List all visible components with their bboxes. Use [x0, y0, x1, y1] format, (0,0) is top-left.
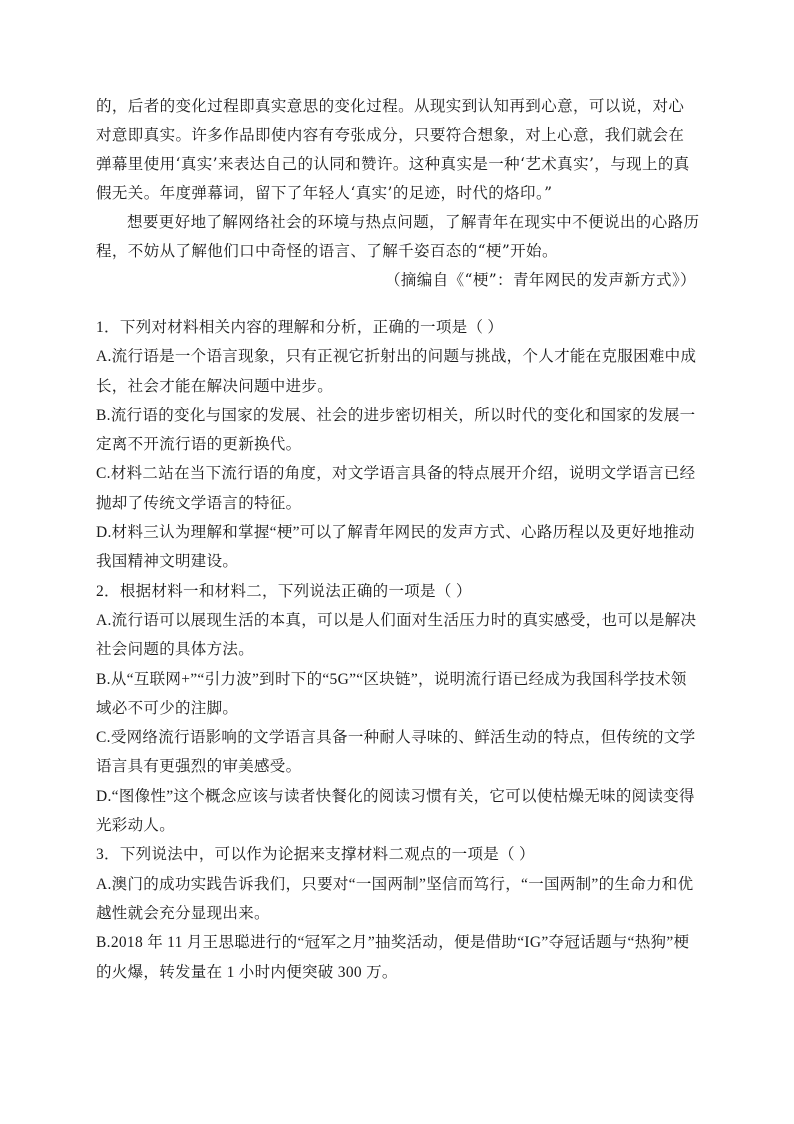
question-stem: 3．下列说法中，可以作为论据来支撑材料二观点的一项是（ ） [96, 846, 535, 864]
option-d: D.“图像性”这个概念应该与读者快餐化的阅读习惯有关，它可以使枯燥无味的阅读变得光彩动人。 [96, 787, 695, 835]
question-stem: 1．下列对材料相关内容的理解和分析，正确的一项是（ ） [96, 319, 504, 336]
passage-paragraph: 想要更好地了解网络社会的环境与热点问题，了解青年在现实中不便说出的心路历程，不妨从了解他们口中奇怪的语言、了解千姿百态的“梗”开始。 [96, 213, 700, 260]
passage-source: （摘编自《“梗”：青年网民的发声新方式》） [385, 271, 696, 289]
question-list [96, 313, 700, 987]
question-1 [96, 313, 700, 577]
option-a: A.流行语是一个语言现象，只有正视它折射出的问题与挑战，个人才能在克服困难中成长，社会才能在解决问题中进步。 [96, 348, 697, 395]
passage-paragraph: 的，后者的变化过程即真实意思的变化过程。从现实到认知再到心意，可以说，对心对意即真实。许多作品即使内容有夸张成分，只要符合想象，对上心意，我们就会在弹幕里使用‘真实’来表达自己的认同和赞许。这种真实是一种‘艺术真实’，与现上的真假无关。年度弹幕词，留下了年轻人‘真实’的足迹，时代的烙印。” [96, 97, 690, 202]
option-b: B.流行语的变化与国家的发展、社会的进步密切相关，所以时代的变化和国家的发展一定离不开流行语的更新换代。 [96, 406, 696, 454]
option-b: B.2018 年 11 月王思聪进行的“冠军之月”抽奖活动，便是借助“IG”夺冠话题与“热狗”梗的火爆，转发量在 1 小时内便突破 300 万。 [96, 934, 690, 981]
question-3 [96, 840, 700, 986]
option-b: B.从“互联网+”“引力波”到时下的“5G”“区块链”，说明流行语已经成为我国科学技术领域必不可少的注脚。 [96, 670, 687, 717]
option-a: A.澳门的成功实践告诉我们，只要对“一国两制”坚信而笃行，“一国两制”的生命力和优越性就会充分显现出来。 [96, 875, 694, 922]
option-a: A.流行语可以展现生活的本真，可以是人们面对生活压力时的真实感受，也可以是解决社会问题的具体方法。 [96, 611, 697, 659]
option-c: C.受网络流行语影响的文学语言具备一种耐人寻味的、鲜活生动的特点，但传统的文学语言具有更强烈的审美感受。 [96, 729, 696, 776]
question-2 [96, 577, 700, 841]
reading-passage [96, 92, 700, 295]
option-c: C.材料二站在当下流行语的角度，对文学语言具备的特点展开介绍，说明文学语言已经抛却了传统文学语言的特征。 [96, 465, 696, 512]
option-d: D.材料三认为理解和掌握“梗”可以了解青年网民的发声方式、心路历程以及更好地推动我国精神文明建设。 [96, 524, 695, 571]
question-stem: 2．根据材料一和材料二，下列说法正确的一项是（ ） [96, 582, 472, 600]
